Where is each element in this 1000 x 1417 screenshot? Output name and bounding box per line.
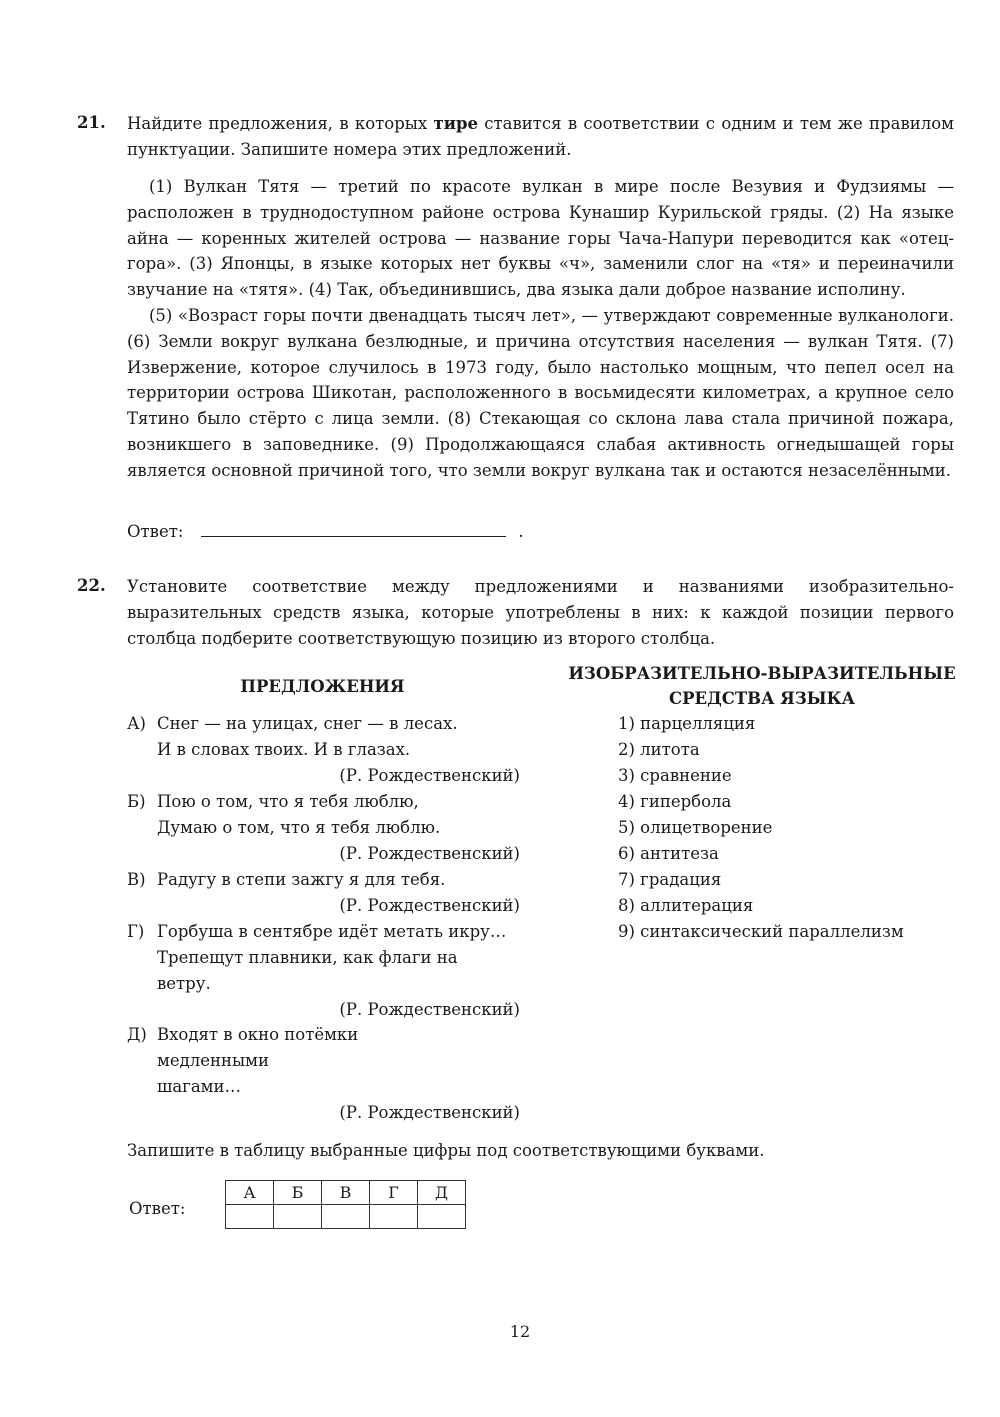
sentence-letter: В)	[127, 870, 146, 889]
task-text: Найдите предложения, в которых	[127, 114, 434, 133]
means-item: 5) олицетворение	[618, 818, 773, 837]
sentence-line: Думаю о том, что я тебя люблю.	[157, 818, 441, 837]
task-bold-word: тире	[433, 114, 479, 133]
means-item: 7) градация	[618, 870, 722, 889]
answer-cell-a[interactable]	[226, 1205, 274, 1229]
means-header-line: ИЗОБРАЗИТЕЛЬНО-ВЫРАЗИТЕЛЬНЫЕ	[568, 664, 956, 683]
question-task	[127, 111, 954, 163]
sentence-author: (Р. Рождественский)	[339, 896, 520, 915]
sentence-line: шагами…	[157, 1077, 241, 1096]
answer-table-input-row	[226, 1205, 466, 1229]
question-task: Установите соответствие между предложениями и названиями изобразительно-выразительных средств языка, которые употреблены в них: к каждой позиции первого столбца подберите соответствующую позицию из второго столбца.	[127, 577, 954, 648]
sentence-author: (Р. Рождественский)	[339, 766, 520, 785]
sentence-line: медленными	[157, 1051, 269, 1070]
means-item: 1) парцелляция	[618, 714, 756, 733]
sentence-letter: Б)	[127, 792, 146, 811]
question-number: 22.	[77, 576, 106, 595]
sentence-author: (Р. Рождественский)	[339, 844, 520, 863]
sentences-header: ПРЕДЛОЖЕНИЯ	[240, 677, 405, 696]
means-header-line: СРЕДСТВА ЯЗЫКА	[668, 689, 856, 708]
answer-table-header: Г	[370, 1181, 418, 1205]
sentence-line: Входят в окно потёмки	[157, 1025, 359, 1044]
means-header	[562, 661, 962, 711]
sentence-line: Радугу в степи зажгу я для тебя.	[157, 870, 446, 889]
sentence-author: (Р. Рождественский)	[339, 1000, 520, 1019]
means-item: 4) гипербола	[618, 792, 732, 811]
sentence-line: ветру.	[157, 974, 211, 993]
answer-table-header: А	[226, 1181, 274, 1205]
answer-cell-v[interactable]	[322, 1205, 370, 1229]
question-number: 21.	[77, 113, 106, 132]
answer-label: Ответ:	[129, 1199, 186, 1218]
sentence-line: Пою о том, что я тебя люблю,	[157, 792, 419, 811]
table-instruction: Запишите в таблицу выбранные цифры под соответствующими буквами.	[127, 1141, 765, 1160]
page-number: 12	[509, 1322, 531, 1341]
sentence-line: И в словах твоих. И в глазах.	[157, 740, 411, 759]
answer-cell-b[interactable]	[274, 1205, 322, 1229]
sentence-line: Горбуша в сентябре идёт метать икру…	[157, 922, 507, 941]
answer-cell-g[interactable]	[370, 1205, 418, 1229]
answer-input-line[interactable]	[201, 518, 506, 537]
means-item: 2) литота	[618, 740, 700, 759]
answer-label: Ответ:	[127, 522, 184, 541]
answer-table	[225, 1180, 466, 1229]
means-item: 3) сравнение	[618, 766, 732, 785]
answer-row	[127, 518, 524, 541]
task-text: ставится в соответствии с одним и тем же правилом пунктуации. Запишите номера этих предложений.	[127, 114, 954, 159]
answer-table-header: Д	[418, 1181, 466, 1205]
answer-table-header: Б	[274, 1181, 322, 1205]
means-item: 6) антитеза	[618, 844, 719, 863]
sentence-letter: Г)	[127, 922, 145, 941]
text-paragraph-1: (1) Вулкан Тятя — третий по красоте вулкан в мире после Везувия и Фудзиямы — расположен в труднодоступном районе острова Кунашир Курильской гряды. (2) На языке айна — коренных жителей острова — название горы Чача-Напури переводится как «отец-гора». (3) Японцы, в языке которых нет буквы «ч», заменили слог на «тя» и переиначили звучание на «тятя». (4) Так, объединившись, два языка дали доброе название исполину.	[127, 177, 954, 300]
sentence-letter: А)	[127, 714, 146, 733]
sentence-letter: Д)	[127, 1025, 147, 1044]
text-paragraph-2: (5) «Возраст горы почти двенадцать тысяч лет», — утверждают современные вулканологи. (6) Земли вокруг вулкана безлюдные, и причина отсутствия населения — вулкан Тятя. (7) Извержение, которое случилось в 1973 году, было настолько мощным, что пепел осел на территории острова Шикотан, расположенного в восьмидесяти километрах, а крупное село Тятино было стёрто с лица земли. (8) Стекающая со склона лава стала причиной пожара, возникшего в заповеднике. (9) Продолжающаяся слабая активность огнедышащей горы является основной причиной того, что земли вокруг вулкана так и остаются незаселёнными.	[127, 306, 954, 480]
answer-cell-d[interactable]	[418, 1205, 466, 1229]
answer-table-header: В	[322, 1181, 370, 1205]
means-item: 9) синтаксический параллелизм	[618, 922, 904, 941]
means-item: 8) аллитерация	[618, 896, 754, 915]
sentence-author: (Р. Рождественский)	[339, 1103, 520, 1122]
sentence-line: Снег — на улицах, снег — в лесах.	[157, 714, 458, 733]
sentence-line: Трепещут плавники, как флаги на	[157, 948, 458, 967]
answer-table-header-row	[226, 1181, 466, 1205]
answer-end-dot: .	[518, 522, 524, 541]
